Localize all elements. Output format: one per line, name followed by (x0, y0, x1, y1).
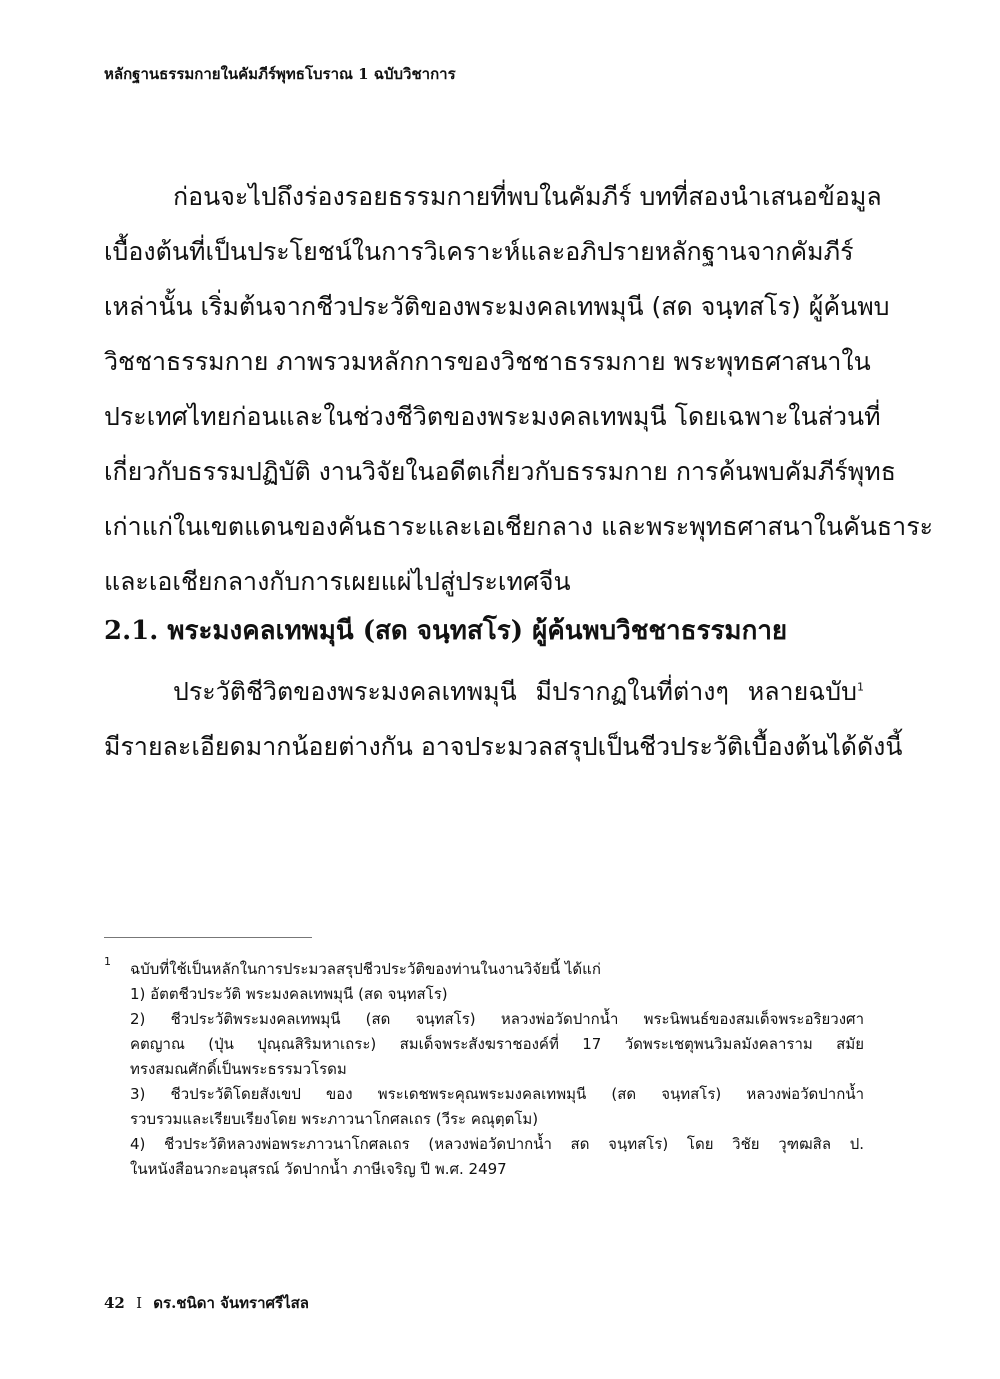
footnote-line: 1) อัตตชีวประวัติ พระมงคลเทพมุนี (สด จนฺทสโร) (130, 985, 448, 1003)
footnote-line: คตญาณ (ปุ่น ปุณฺณสิริมหาเถระ) สมเด็จพระสังฆราชองค์ที่ 17 วัดพระเชตุพนวิมลมังคลาราม สมัย (130, 1035, 864, 1053)
section-heading: 2.1. พระมงคลเทพมุนี (สด จนฺทสโร) ผู้ค้นพบวิชชาธรรมกาย (104, 616, 788, 646)
paragraph-line: ก่อนจะไปถึงร่องรอยธรรมกายที่พบในคัมภีร์ บทที่สองนำเสนอข้อมูล (173, 182, 882, 211)
paragraph-line: และเอเชียกลางกับการเผยแผ่ไปสู่ประเทศจีน (104, 567, 571, 596)
footnote-line: 2) ชีวประวัติพระมงคลเทพมุนี (สด จนฺทสโร) หลวงพ่อวัดปากน้ำ พระนิพนธ์ของสมเด็จพระอริยวงศา (130, 1010, 864, 1028)
paragraph-line (104, 664, 864, 719)
section-paragraph (104, 664, 903, 774)
page-footer (104, 1291, 309, 1315)
footnote-line: รวบรวมและเรียบเรียงโดย พระภาวนาโกศลเถร (วีระ คณุตฺตโม) (130, 1110, 539, 1128)
footnote-line: 3) ชีวประวัติโดยสังเขป ของ พระเดชพระคุณพระมงคลเทพมุนี (สด จนฺทสโร) หลวงพ่อวัดปากน้ำ (130, 1085, 864, 1103)
footnote-reference[interactable]: 1 (857, 680, 864, 694)
author-name: ดร.ชนิดา จันทราศรีไสล (153, 1294, 310, 1312)
intro-paragraph (104, 169, 934, 609)
footnote-line: ในหนังสือนวกะอนุสรณ์ วัดปากน้ำ ภาษีเจริญ ปี พ.ศ. 2497 (130, 1160, 507, 1178)
paragraph-line: วิชชาธรรมกาย ภาพรวมหลักการของวิชชาธรรมกาย พระพุทธศาสนาใน (104, 347, 871, 376)
paragraph-line: เก่าแก่ในเขตแดนของคันธาระและเอเชียกลาง และพระพุทธศาสนาในคันธาระ (104, 512, 934, 541)
paragraph-line: เบื้องต้นที่เป็นประโยชน์ในการวิเคราะห์และอภิปรายหลักฐานจากคัมภีร์ (104, 237, 854, 266)
paragraph-line: เกี่ยวกับธรรมปฏิบัติ งานวิจัยในอดีตเกี่ยวกับธรรมกาย การค้นพบคัมภีร์พุทธ (104, 457, 896, 486)
paragraph-line: ประเทศไทยก่อนและในช่วงชีวิตของพระมงคลเทพมุนี โดยเฉพาะในส่วนที่ (104, 402, 881, 431)
paragraph-line: มีรายละเอียดมากน้อยต่างกัน อาจประมวลสรุปเป็นชีวประวัติเบื้องต้นได้ดังนี้ (104, 732, 903, 761)
running-header: หลักฐานธรรมกายในคัมภีร์พุทธโบราณ 1 ฉบับวิชาการ (104, 65, 456, 83)
footer-separator: I (136, 1294, 143, 1312)
footnote-line: ฉบับที่ใช้เป็นหลักในการประมวลสรุปชีวประวัติของท่านในงานวิจัยนี้ ได้แก่ (130, 960, 601, 978)
paragraph-line: เหล่านั้น เริ่มต้นจากชีวประวัติของพระมงคลเทพมุนี (สด จนฺทสโร) ผู้ค้นพบ (104, 292, 890, 321)
footnote-line: ทรงสมณศักดิ์เป็นพระธรรมวโรดม (130, 1060, 347, 1078)
footnote (104, 957, 864, 1182)
paragraph-line-text: ประวัติชีวิตของพระมงคลเทพมุนี มีปรากฏในที่ต่างๆ หลายฉบับ (173, 677, 857, 706)
footnote-marker: 1 (104, 955, 111, 968)
footnote-divider (104, 937, 312, 938)
page-number: 42 (104, 1294, 125, 1312)
footnote-line: 4) ชีวประวัติหลวงพ่อพระภาวนาโกศลเถร (หลวงพ่อวัดปากน้ำ สด จนฺทสโร) โดย วิชัย วุฑฒสิล ป. (130, 1135, 864, 1153)
